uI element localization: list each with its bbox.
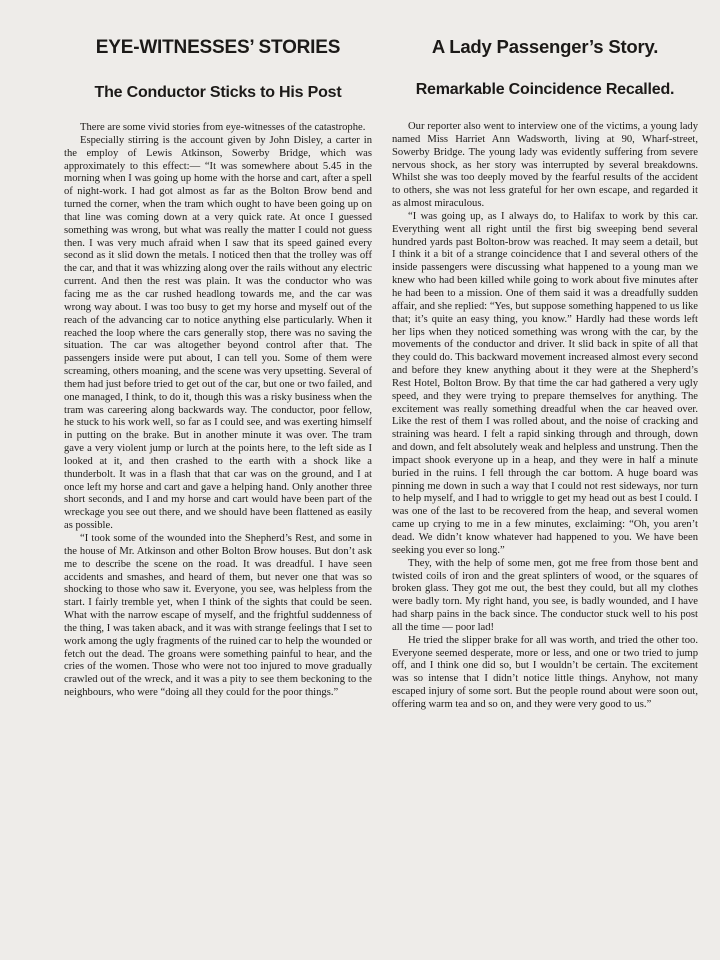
article-paragraph: They, with the help of some men, got me free from those bent and twisted coils of iron and the great splinters of wood, or the squares of broken glass. They got me out, the best they could, but all my clothes were badly torn. My right hand, you see, is badly wounded, and I have had sharp pains in the back since. The conductor stuck well to his post all the time — poor lad!: [392, 557, 698, 633]
article-body: [392, 121, 698, 712]
article-paragraph: “I took some of the wounded into the Shepherd’s Rest, and some in the house of Mr. Atkinson and other Bolton Brow houses. But don’t ask me to describe the scene on the road. It was dreadful. I have seen accidents and smashes, and heard of them, but never one that was so shocking to those who saw it. Everyone, you see, was helpless from the start. I fairly tremble yet, when I think of the sights that could be seen. What with the narrow escape of myself, and the frightful suddenness of the thing, I was taken aback, and it was with strange feelings that I set to work among the ugly fragments of the ruined car to help the wounded or fetch out the dead. The groans were something painful to hear, and the cries of the women. Those who were not too injured to move gradually crawled out of the wreck, and it was a pity to see them beckoning to the neighbours, who were “doing all they could for the poor things.”: [64, 533, 373, 699]
article-headline: EYE-WITNESSES’ STORIES: [95, 37, 341, 58]
article-paragraph: He tried the slipper brake for all was worth, and tried the other too. Everyone seemed desperate, more or less, and one or two tried to jump off, and I think one did so, but I wouldn’t be certain. The excitement was so intense that I didn’t notice little things. Anyhow, not many escaped injury of some sort. But the people round about were soon out, offering warm tea and so on, and they were very good to us.”: [392, 634, 698, 710]
article-paragraph: “I was going up, as I always do, to Halifax to work by this car. Everything went all right until the first big sweeping bend several hundred yards past Bolton-brow was reached. It may seem a detail, but I think it a bit of a strange coincidence that I and several others of the inside passengers were discussing what happened to a young man we knew who had been killed while going to work about five minutes after he had been to a mission. One of them said it was a dreadfully sudden affair, and she replied: “Yes, but suppose something happened to us like that; it’s quite an easy thing, you know.” Hardly had these words left her lips when they noticed something was wrong with the car, by the movements of the conductor and driver. It slid back in spite of all that they could do. This backward movement increased almost every second and before they knew anything about it they were at the Shepherd’s Rest Hotel, Bolton Brow. By that time the car had gathered a very ugly speed, and they were trying to prepare themselves for anything. The excitement was really something dreadful when the car heaved over. Like the rest of them I was rolled about, and the noise of cracking and straining was heard. I felt a rapid sinking through and through, down and down, and felt absolutely weak and helpless and unstrung. Then the impact shook everyone up in a heap, and they were in half a minute buried in the ruins. I fell through the car bottom. A huge board was pinning me down in such a way that I could not rest sideways, nor turn to help myself, and I had to wriggle to get my head out as best I could. I was one of the last to be recovered from the heap, and several women came up crying to me in a few minutes, exclaiming: “Oh, you aren’t dead. We didn’t know whatever had happened to you. We have been seeking you ever so long.”: [392, 210, 698, 556]
left-column-eye-witnesses-article: [64, 30, 372, 700]
article-body: [64, 122, 372, 700]
article-subheadline: Remarkable Coincidence Recalled.: [415, 81, 675, 98]
article-paragraph: Especially stirring is the account given by John Disley, a carter in the employ of Lewis Atkinson, Sowerby Bridge, which was approximately to this effect:— “It was somewhere about 5.45 in the morning when I was going up home with the horse and cart, after a spell of night-work. I had got almost as far as the Bolton Brow bend and turned the corner, when the tram which ought to have been going up on that line was coming down at a very quick rate. At once I guessed something was wrong, but what was really the matter I could not guess then. I was very much afraid when I saw that its speed gained every second as it slid down the metals. I noticed then that the trolley was off the car, and that it was whizzing along over the rails without any electric current. And then the rest was plain. It was the conductor who was facing me as the car rushed headlong towards me, and the car was wrong way about. I was too busy to get my horse and myself out of the reach of the advancing car to notice anything else particularly. When it reached the loop where the cars generally stop, there was no saving the situation. The car was altogether beyond control after that. The passengers inside were put about, I can tell you. Some of them were screaming, others moaning, and the scene was very upsetting. Several of them had just before tried to get out of the car, but one or two failed, and one managed, I think, to do it, though this was a risky business when the tram was careering along backwards way. The conductor, poor fellow, he stuck to his work well, so far as I could see, and was exerting himself in putting on the brake. But in another minute it was over. The tram gave a very violent jump or lurch at the points here, to the left side as I looked at it, and then crashed to the earth with a shock like a thunderbolt. It was in a flash that that car was on the ground, and I at once left my horse and cart and gave a helping hand. Only another three short seconds, and I and my horse and cart would have been part of the wreckage you see out there, and we should have been flattened as easily as possible.: [64, 134, 372, 532]
right-column-lady-passenger-article: [392, 30, 698, 712]
article-subheadline: The Conductor Sticks to His Post: [94, 84, 342, 101]
article-headline: A Lady Passenger’s Story.: [431, 36, 659, 57]
article-paragraph: There are some vivid stories from eye-witnesses of the catastrophe.: [80, 122, 366, 133]
article-paragraph: Our reporter also went to interview one of the victims, a young lady named Miss Harriet Ann Wadsworth, living at 90, Wharf-street, Sowerby Bridge. The young lady was evidently suffering from severe nervous shock, as her story was interrupted by several breakdowns. Whilst she was too deeply moved by the fearful results of the accident to others, she was not less grateful for her own escape, and regarded it as almost miraculous.: [392, 121, 698, 210]
